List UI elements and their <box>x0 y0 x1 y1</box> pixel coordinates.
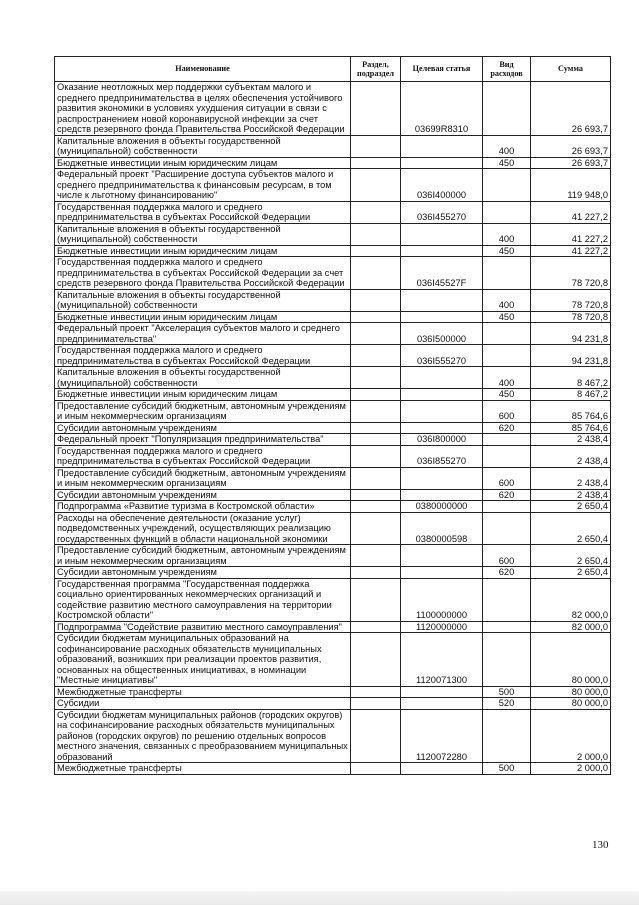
table-row <box>55 467 611 489</box>
cell-target <box>401 698 483 710</box>
cell-target <box>401 389 483 401</box>
cell-section <box>351 367 401 389</box>
table-row <box>55 422 611 434</box>
cell-kind <box>483 445 531 467</box>
cell-target: 036I400000 <box>401 169 483 202</box>
cell-sum: 80 000,0 <box>531 686 611 698</box>
cell-sum: 2 650,4 <box>531 501 611 513</box>
cell-sum: 2 650,4 <box>531 512 611 545</box>
table-row <box>55 698 611 710</box>
table-row <box>55 311 611 323</box>
table-row <box>55 169 611 202</box>
table-row <box>55 686 611 698</box>
cell-section <box>351 578 401 621</box>
cell-kind <box>483 621 531 633</box>
cell-target: 0380000000 <box>401 501 483 513</box>
cell-sum: 41 227,2 <box>531 245 611 257</box>
cell-name: Субсидии бюджетам муниципальных образований на софинансирование расходных обязательств муниципальных образований, возникших при реализации проектов развития, основанных на общественных инициативах, в номинации "Местные инициативы" <box>55 633 351 687</box>
cell-name: Субсидии бюджетам муниципальных районов (городских округов) на софинансирование расходных обязательств муниципальных районов (городских округов) по решению отдельных вопросов местного значения, связанных с преобразованием муниципальных образований <box>55 709 351 763</box>
cell-name: Предоставление субсидий бюджетным, автономным учреждениям и иным некоммерческим организациям <box>55 545 351 567</box>
table-row <box>55 621 611 633</box>
cell-name: Подпрограмма "Содействие развитию местного самоуправления" <box>55 621 351 633</box>
cell-kind: 520 <box>483 698 531 710</box>
cell-section <box>351 434 401 446</box>
cell-name: Государственная программа "Государственная поддержка социально ориентированных некоммерческих организаций и содействие развитию местного самоуправления на территории Костромской области" <box>55 578 351 621</box>
cell-target <box>401 763 483 775</box>
cell-target: 036I500000 <box>401 323 483 345</box>
header-sum: Сумма <box>531 57 611 82</box>
cell-sum: 41 227,2 <box>531 223 611 245</box>
cell-section <box>351 223 401 245</box>
cell-kind <box>483 345 531 367</box>
cell-kind <box>483 82 531 136</box>
cell-name: Субсидии автономным учреждениям <box>55 422 351 434</box>
cell-sum: 2 438,4 <box>531 467 611 489</box>
cell-sum: 78 720,8 <box>531 257 611 290</box>
cell-kind: 620 <box>483 422 531 434</box>
cell-target: 036I45527F <box>401 257 483 290</box>
cell-target <box>401 400 483 422</box>
cell-section <box>351 698 401 710</box>
cell-kind <box>483 501 531 513</box>
cell-target: 03699R8310 <box>401 82 483 136</box>
table-row <box>55 135 611 157</box>
cell-name: Бюджетные инвестиции иным юридическим лицам <box>55 311 351 323</box>
cell-name: Капитальные вложения в объекты государственной (муниципальной) собственности <box>55 367 351 389</box>
cell-target <box>401 489 483 501</box>
cell-name: Федеральный проект "Расширение доступа субъектов малого и среднего предпринимательства к финансовым ресурсам, в том числе к льготному финансированию" <box>55 169 351 202</box>
cell-kind <box>483 633 531 687</box>
cell-name: Капитальные вложения в объекты государственной (муниципальной) собственности <box>55 289 351 311</box>
cell-target <box>401 686 483 698</box>
cell-section <box>351 257 401 290</box>
cell-name: Федеральный проект "Популяризация предпринимательства" <box>55 434 351 446</box>
cell-section <box>351 345 401 367</box>
cell-sum: 2 000,0 <box>531 763 611 775</box>
cell-kind: 600 <box>483 400 531 422</box>
cell-name: Бюджетные инвестиции иным юридическим лицам <box>55 389 351 401</box>
cell-section <box>351 289 401 311</box>
header-target: Целевая статья <box>401 57 483 82</box>
cell-section <box>351 311 401 323</box>
cell-sum: 2 650,4 <box>531 567 611 579</box>
cell-target <box>401 245 483 257</box>
header-kind: Вид расходов <box>483 57 531 82</box>
cell-sum: 94 231,8 <box>531 345 611 367</box>
cell-target: 036I455270 <box>401 201 483 223</box>
cell-target <box>401 223 483 245</box>
table-row <box>55 763 611 775</box>
header-row <box>55 57 611 82</box>
cell-kind <box>483 578 531 621</box>
cell-kind: 620 <box>483 489 531 501</box>
table-row <box>55 82 611 136</box>
cell-name: Государственная поддержка малого и среднего предпринимательства в субъектах Российской Федерации за счет средств резервного фонда Правительства Российской Федерации <box>55 257 351 290</box>
cell-name: Субсидии автономным учреждениям <box>55 489 351 501</box>
cell-kind: 600 <box>483 467 531 489</box>
table-row <box>55 545 611 567</box>
cell-kind: 600 <box>483 545 531 567</box>
page-number: 130 <box>592 839 609 851</box>
table-row <box>55 709 611 763</box>
cell-section <box>351 201 401 223</box>
cell-section <box>351 82 401 136</box>
cell-sum: 94 231,8 <box>531 323 611 345</box>
cell-kind: 400 <box>483 289 531 311</box>
cell-sum: 2 438,4 <box>531 445 611 467</box>
cell-name: Субсидии автономным учреждениям <box>55 567 351 579</box>
table-row <box>55 633 611 687</box>
cell-sum: 2 438,4 <box>531 434 611 446</box>
cell-sum: 41 227,2 <box>531 201 611 223</box>
cell-name: Межбюджетные трансферты <box>55 686 351 698</box>
cell-name: Предоставление субсидий бюджетным, автономным учреждениям и иным некоммерческим организациям <box>55 467 351 489</box>
table-row <box>55 512 611 545</box>
cell-target: 1120072280 <box>401 709 483 763</box>
table-row <box>55 367 611 389</box>
cell-sum: 8 467,2 <box>531 367 611 389</box>
table-row <box>55 345 611 367</box>
cell-target <box>401 422 483 434</box>
cell-section <box>351 545 401 567</box>
cell-sum: 26 693,7 <box>531 135 611 157</box>
cell-target: 1120000000 <box>401 621 483 633</box>
cell-kind <box>483 323 531 345</box>
cell-name: Капитальные вложения в объекты государственной (муниципальной) собственности <box>55 135 351 157</box>
header-name: Наименование <box>55 57 351 82</box>
budget-table <box>54 56 611 775</box>
scan-bottom-shade <box>0 891 639 905</box>
cell-kind <box>483 169 531 202</box>
cell-kind: 400 <box>483 367 531 389</box>
table-row <box>55 389 611 401</box>
table-row <box>55 400 611 422</box>
cell-section <box>351 501 401 513</box>
cell-target <box>401 135 483 157</box>
cell-sum: 80 000,0 <box>531 698 611 710</box>
table-row <box>55 578 611 621</box>
cell-section <box>351 567 401 579</box>
cell-sum: 2 650,4 <box>531 545 611 567</box>
cell-kind <box>483 201 531 223</box>
cell-kind: 400 <box>483 223 531 245</box>
table-body <box>55 82 611 775</box>
cell-section <box>351 709 401 763</box>
cell-target: 1100000000 <box>401 578 483 621</box>
cell-section <box>351 169 401 202</box>
cell-target <box>401 289 483 311</box>
cell-sum: 8 467,2 <box>531 389 611 401</box>
cell-section <box>351 245 401 257</box>
cell-name: Расходы на обеспечение деятельности (оказание услуг) подведомственных учреждений, осуществляющих реализацию государственных функций в области национальной экономики <box>55 512 351 545</box>
cell-section <box>351 135 401 157</box>
cell-target: 0380000598 <box>401 512 483 545</box>
cell-target <box>401 467 483 489</box>
cell-name: Бюджетные инвестиции иным юридическим лицам <box>55 157 351 169</box>
cell-section <box>351 157 401 169</box>
cell-section <box>351 621 401 633</box>
table-row <box>55 157 611 169</box>
table-row <box>55 223 611 245</box>
table-row <box>55 567 611 579</box>
cell-kind: 500 <box>483 763 531 775</box>
cell-section <box>351 467 401 489</box>
cell-target <box>401 367 483 389</box>
cell-target: 036I800000 <box>401 434 483 446</box>
cell-name: Оказание неотложных мер поддержки субъектам малого и среднего предпринимательства в целях обеспечения устойчивого развития экономики в условиях ухудшения ситуации в связи с распространением новой коронавирусной инфекции за счет средств резервного фонда Правительства Российской Федерации <box>55 82 351 136</box>
cell-name: Субсидии <box>55 698 351 710</box>
table-row <box>55 323 611 345</box>
cell-kind: 450 <box>483 389 531 401</box>
cell-kind: 450 <box>483 157 531 169</box>
cell-target: 036I555270 <box>401 345 483 367</box>
cell-sum: 2 438,4 <box>531 489 611 501</box>
cell-sum: 119 948,0 <box>531 169 611 202</box>
cell-target <box>401 311 483 323</box>
cell-section <box>351 445 401 467</box>
cell-name: Подпрограмма «Развитие туризма в Костромской области» <box>55 501 351 513</box>
table-row <box>55 489 611 501</box>
cell-sum: 80 000,0 <box>531 633 611 687</box>
cell-name: Государственная поддержка малого и среднего предпринимательства в субъектах Российской Федерации <box>55 445 351 467</box>
cell-name: Государственная поддержка малого и среднего предпринимательства в субъектах Российской Федерации <box>55 201 351 223</box>
table-row <box>55 201 611 223</box>
table-row <box>55 434 611 446</box>
table-row <box>55 289 611 311</box>
cell-section <box>351 633 401 687</box>
cell-sum: 2 000,0 <box>531 709 611 763</box>
cell-kind <box>483 434 531 446</box>
cell-section <box>351 422 401 434</box>
cell-target <box>401 545 483 567</box>
cell-kind: 620 <box>483 567 531 579</box>
cell-section <box>351 512 401 545</box>
cell-name: Капитальные вложения в объекты государственной (муниципальной) собственности <box>55 223 351 245</box>
cell-kind <box>483 257 531 290</box>
table-row <box>55 501 611 513</box>
cell-sum: 26 693,7 <box>531 157 611 169</box>
cell-section <box>351 686 401 698</box>
cell-sum: 85 764,6 <box>531 422 611 434</box>
cell-name: Государственная поддержка малого и среднего предпринимательства в субъектах Российской Федерации <box>55 345 351 367</box>
cell-kind <box>483 512 531 545</box>
cell-kind <box>483 709 531 763</box>
cell-sum: 78 720,8 <box>531 311 611 323</box>
cell-kind: 450 <box>483 311 531 323</box>
cell-sum: 82 000,0 <box>531 621 611 633</box>
cell-sum: 82 000,0 <box>531 578 611 621</box>
cell-target: 1120071300 <box>401 633 483 687</box>
cell-target <box>401 157 483 169</box>
cell-kind: 450 <box>483 245 531 257</box>
cell-target: 036I855270 <box>401 445 483 467</box>
cell-kind: 500 <box>483 686 531 698</box>
table-row <box>55 245 611 257</box>
cell-name: Межбюджетные трансферты <box>55 763 351 775</box>
cell-name: Предоставление субсидий бюджетным, автономным учреждениям и иным некоммерческим организациям <box>55 400 351 422</box>
cell-sum: 26 693,7 <box>531 82 611 136</box>
cell-sum: 85 764,6 <box>531 400 611 422</box>
cell-section <box>351 763 401 775</box>
cell-section <box>351 400 401 422</box>
cell-target <box>401 567 483 579</box>
cell-kind: 400 <box>483 135 531 157</box>
cell-section <box>351 323 401 345</box>
header-section: Раздел, подраздел <box>351 57 401 82</box>
cell-section <box>351 389 401 401</box>
cell-name: Федеральный проект "Акселерация субъектов малого и среднего предпринимательства" <box>55 323 351 345</box>
cell-section <box>351 489 401 501</box>
cell-sum: 78 720,8 <box>531 289 611 311</box>
cell-name: Бюджетные инвестиции иным юридическим лицам <box>55 245 351 257</box>
table-row <box>55 257 611 290</box>
table-row <box>55 445 611 467</box>
